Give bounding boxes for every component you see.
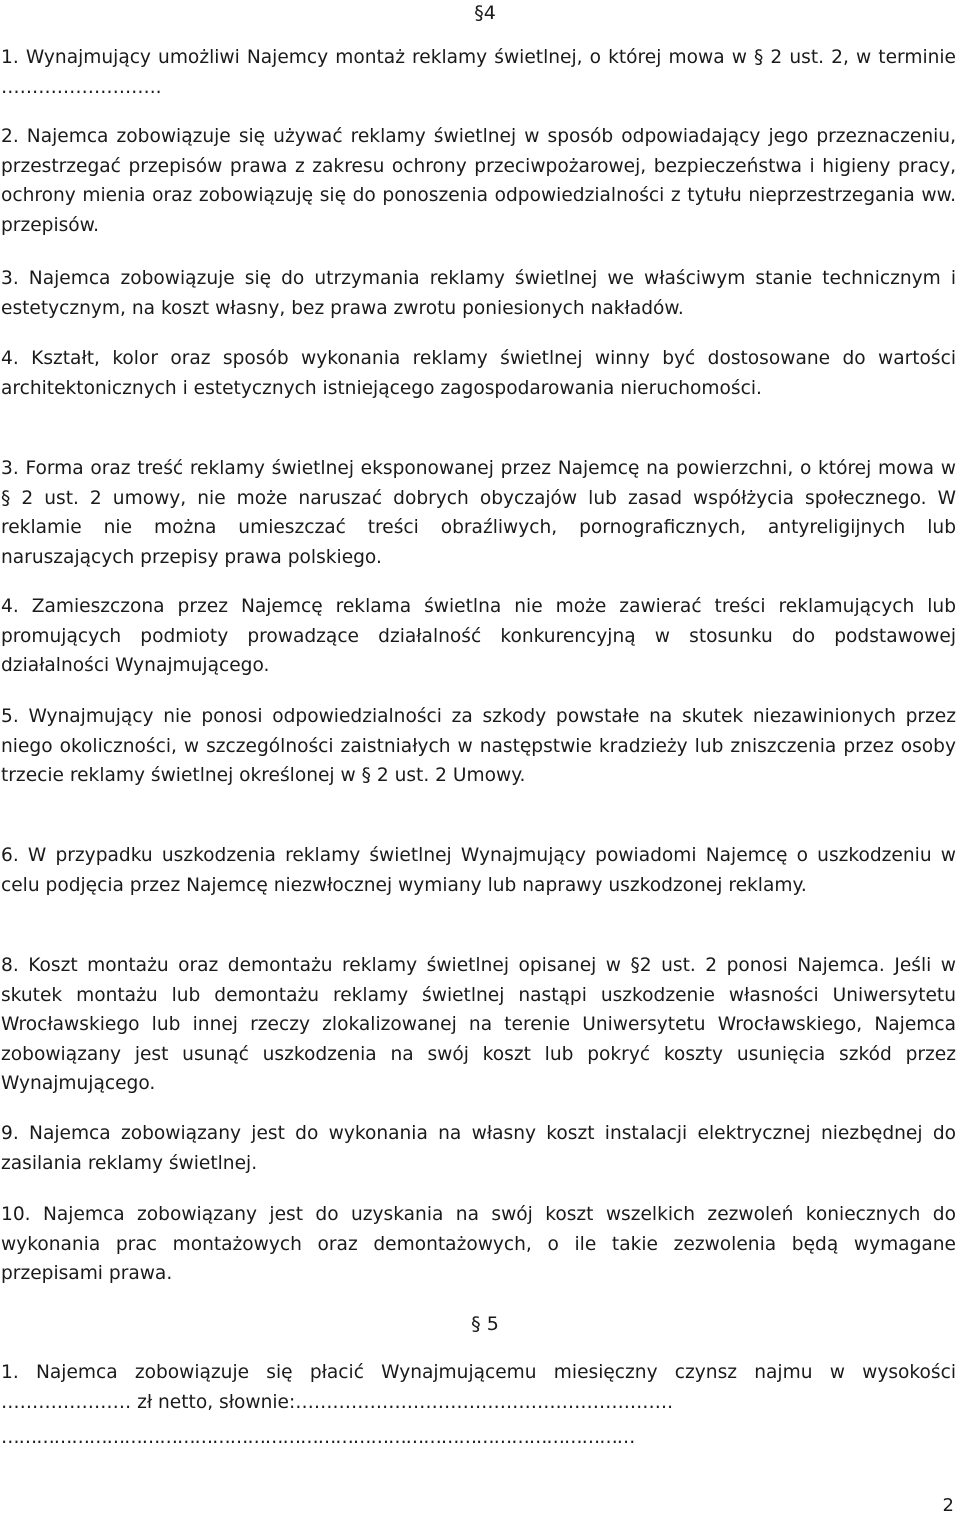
- paragraph: 4. Zamieszczona przez Najemcę reklama świetlna nie może zawierać treści reklamujących lub promujących podmioty prowadzące działalność konkurencyjną w stosunku do podstawowej działalności Wynajmującego.: [1, 596, 956, 677]
- paragraph: 2. Najemca zobowiązuje się używać reklamy świetlnej w sposób odpowiadający jego przeznaczeniu, przestrzegać przepisów prawa z zakresu ochrony przeciwpożarowej, bezpieczeństwa i higieny pracy, ochrony mienia oraz zobowiązuję się do ponoszenia odpowiedzialności z tytułu nieprzestrzegania ww. przepisów.: [1, 126, 956, 236]
- paragraph: 10. Najemca zobowiązany jest do uzyskania na swój koszt wszelkich zezwoleń koniecznych do wykonania prac montażowych oraz demontażowych, o ile takie zezwolenia będą wymagane przepisami prawa.: [1, 1204, 956, 1285]
- paragraph: 1. Wynajmujący umożliwi Najemcy montaż reklamy świetlnej, o której mowa w § 2 ust. 2, w terminie ……………………..: [1, 47, 956, 98]
- page-number: 2: [942, 1495, 954, 1516]
- paragraph: 3. Najemca zobowiązuje się do utrzymania reklamy świetlnej we właściwym stanie technicznym i estetycznym, na koszt własny, bez prawa zwrotu poniesionych nakładów.: [1, 268, 956, 319]
- section-heading: §4: [474, 2, 496, 24]
- paragraph: 3. Forma oraz treść reklamy świetlnej eksponowanej przez Najemcę na powierzchni, o której mowa w § 2 ust. 2 umowy, nie może naruszać dobrych obyczajów lub zasad współżycia społecznego. W reklamie nie można umieszczać treści obraźliwych, pornograficznych, antyreligijnych lub naruszających przepisy prawa polskiego.: [1, 458, 956, 568]
- paragraph: 5. Wynajmujący nie ponosi odpowiedzialności za szkody powstałe na skutek niezawinionych przez niego okoliczności, w szczególności zaistniałych w następstwie kradzieży lub zniszczenia przez osoby trzecie reklamy świetlnej określonej w § 2 ust. 2 Umowy.: [1, 706, 956, 787]
- paragraph: 1. Najemca zobowiązuje się płacić Wynajmującemu miesięczny czynsz najmu w wysokości ………………… zł netto, słownie:…………………………………………………….: [1, 1362, 956, 1413]
- paragraph: 6. W przypadku uszkodzenia reklamy świetlnej Wynajmujący powiadomi Najemcę o uszkodzeniu w celu podjęcia przez Najemcę niezwłocznej wymiany lub naprawy uszkodzonej reklamy.: [1, 845, 956, 896]
- paragraph: 9. Najemca zobowiązany jest do wykonania na własny koszt instalacji elektrycznej niezbędnej do zasilania reklamy świetlnej.: [1, 1123, 956, 1174]
- continuation-line: ………………………………………………………………………………………………: [1, 1427, 635, 1448]
- paragraph: 4. Kształt, kolor oraz sposób wykonania reklamy świetlnej winny być dostosowane do wartości architektonicznych i estetycznych istniejącego zagospodarowania nieruchomości.: [1, 348, 956, 399]
- section-heading: § 5: [471, 1313, 499, 1335]
- paragraph: 8. Koszt montażu oraz demontażu reklamy świetlnej opisanej w §2 ust. 2 ponosi Najemca. Jeśli w skutek montażu lub demontażu reklamy świetlnej nastąpi uszkodzenie własności Uniwersytetu Wrocławskiego lub innej rzeczy zlokalizowanej na terenie Uniwersytetu Wrocławskiego, Najemca zobowiązany jest usunąć uszkodzenia na swój koszt lub pokryć koszty usunięcia szkód przez Wynajmującego.: [1, 955, 956, 1095]
